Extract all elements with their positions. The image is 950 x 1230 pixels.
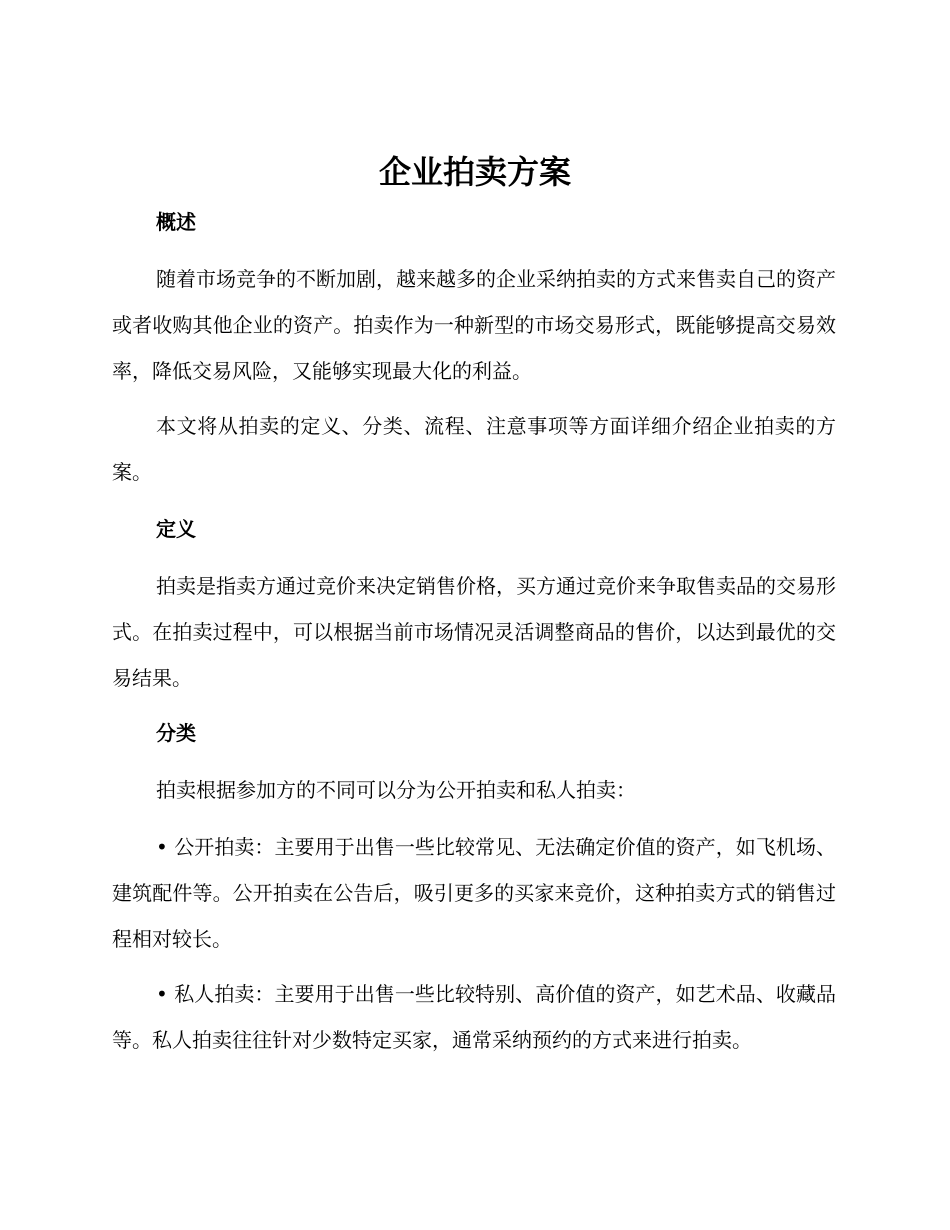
- paragraph-definition-1: 拍卖是指卖方通过竞价来决定销售价格，买方通过竞价来争取售卖品的交易形式。在拍卖过程中，可以根据当前市场情况灵活调整商品的售价，以达到最优的交易结果。: [112, 574, 836, 690]
- paragraph-classification-1: 拍卖根据参加方的不同可以分为公开拍卖和私人拍卖：: [156, 778, 636, 802]
- paragraph-overview-2: 本文将从拍卖的定义、分类、流程、注意事项等方面详细介绍企业拍卖的方案。: [112, 414, 836, 484]
- document-title: 企业拍卖方案: [378, 153, 571, 191]
- heading-overview: 概述: [156, 210, 196, 234]
- list-item-private-auction: • 私人拍卖：主要用于出售一些比较特别、高价值的资产，如艺术品、收藏品等。私人拍卖往往针对少数特定买家，通常采纳预约的方式来进行拍卖。: [112, 982, 836, 1052]
- heading-classification: 分类: [156, 721, 196, 745]
- list-item-public-auction: • 公开拍卖：主要用于出售一些比较常见、无法确定价值的资产，如飞机场、建筑配件等。公开拍卖在公告后，吸引更多的买家来竞价，这种拍卖方式的销售过程相对较长。: [112, 835, 836, 951]
- heading-definition: 定义: [156, 517, 196, 541]
- paragraph-overview-1: 随着市场竞争的不断加剧，越来越多的企业采纳拍卖的方式来售卖自己的资产或者收购其他企业的资产。拍卖作为一种新型的市场交易形式，既能够提高交易效率，降低交易风险，又能够实现最大化的利益。: [112, 267, 836, 383]
